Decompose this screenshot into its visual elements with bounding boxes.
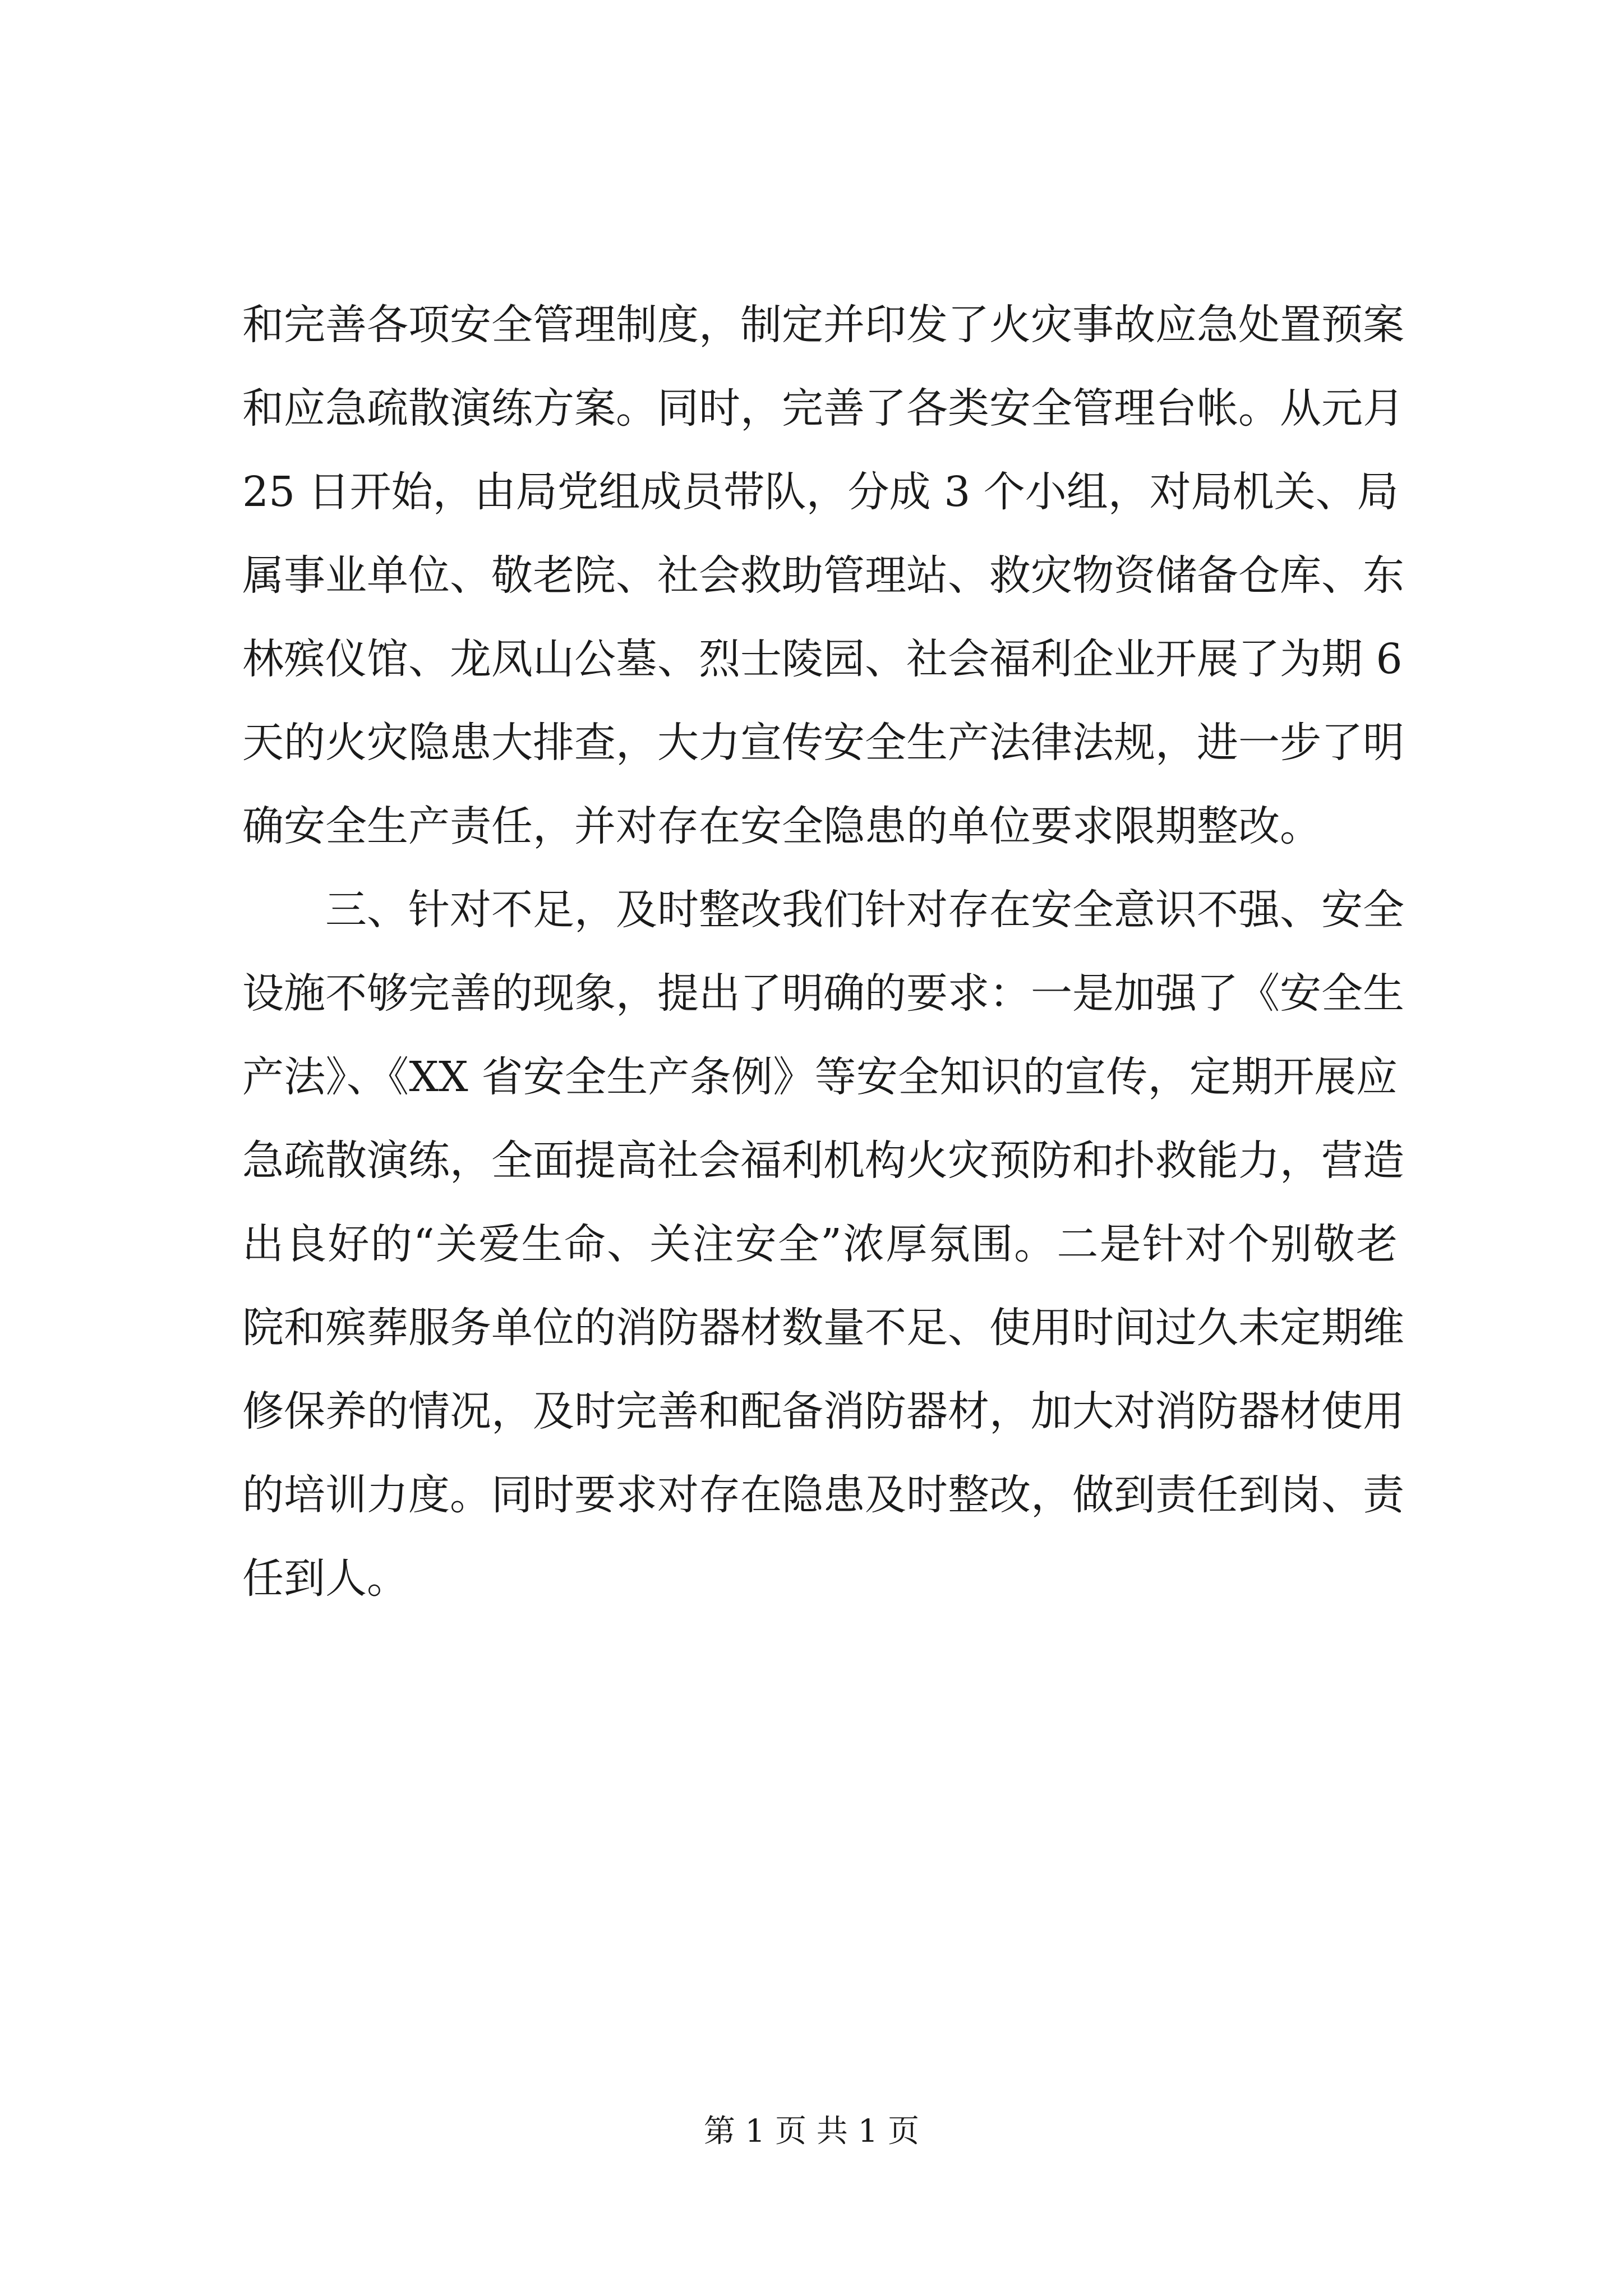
paragraph-heading-line: 三、针对不足，及时整改我们针对存在安全意识不强、安全	[325, 886, 1404, 934]
paragraph-line: 院和殡葬服务单位的消防器材数量不足、使用时间过久未定期维	[242, 1304, 1404, 1352]
page-footer	[0, 2109, 1623, 2154]
page-number-label: 第 1 页 共 1 页	[703, 2113, 920, 2150]
paragraph-line: 出良好的“关爱生命、关注安全”浓厚氛围。二是针对个别敬老	[242, 1220, 1398, 1268]
paragraph-line: 25 日开始，由局党组成员带队，分成 3 个小组，对局机关、局	[242, 468, 1399, 516]
paragraph-line: 属事业单位、敬老院、社会救助管理站、救灾物资储备仓库、东	[242, 551, 1404, 600]
paragraph-line: 林殡仪馆、龙凤山公墓、烈士陵园、社会福利企业开展了为期 6	[242, 635, 1403, 683]
paragraph-line: 产法》、《XX 省安全生产条例》等安全知识的宣传，定期开展应	[242, 1053, 1398, 1101]
paragraph-line: 修保养的情况，及时完善和配备消防器材，加大对消防器材使用	[242, 1387, 1404, 1435]
paragraph-line: 的培训力度。同时要求对存在隐患及时整改，做到责任到岗、责	[242, 1471, 1404, 1519]
paragraph-line: 急疏散演练，全面提高社会福利机构火灾预防和扑救能力，营造	[242, 1137, 1404, 1185]
paragraph-line: 和完善各项安全管理制度，制定并印发了火灾事故应急处置预案	[242, 301, 1404, 349]
paragraph-line: 确安全生产责任，并对存在安全隐患的单位要求限期整改。	[242, 802, 1321, 850]
body-text	[242, 283, 1404, 1621]
paragraph-1	[242, 283, 1404, 868]
paragraph-line: 任到人。	[242, 1554, 408, 1603]
paragraph-2	[242, 868, 1404, 1621]
paragraph-line: 天的火灾隐患大排查，大力宣传安全生产法律法规，进一步了明	[242, 719, 1404, 767]
paragraph-line: 设施不够完善的现象，提出了明确的要求：一是加强了《安全生	[242, 969, 1404, 1018]
paragraph-line: 和应急疏散演练方案。同时，完善了各类安全管理台帐。从元月	[242, 384, 1404, 432]
